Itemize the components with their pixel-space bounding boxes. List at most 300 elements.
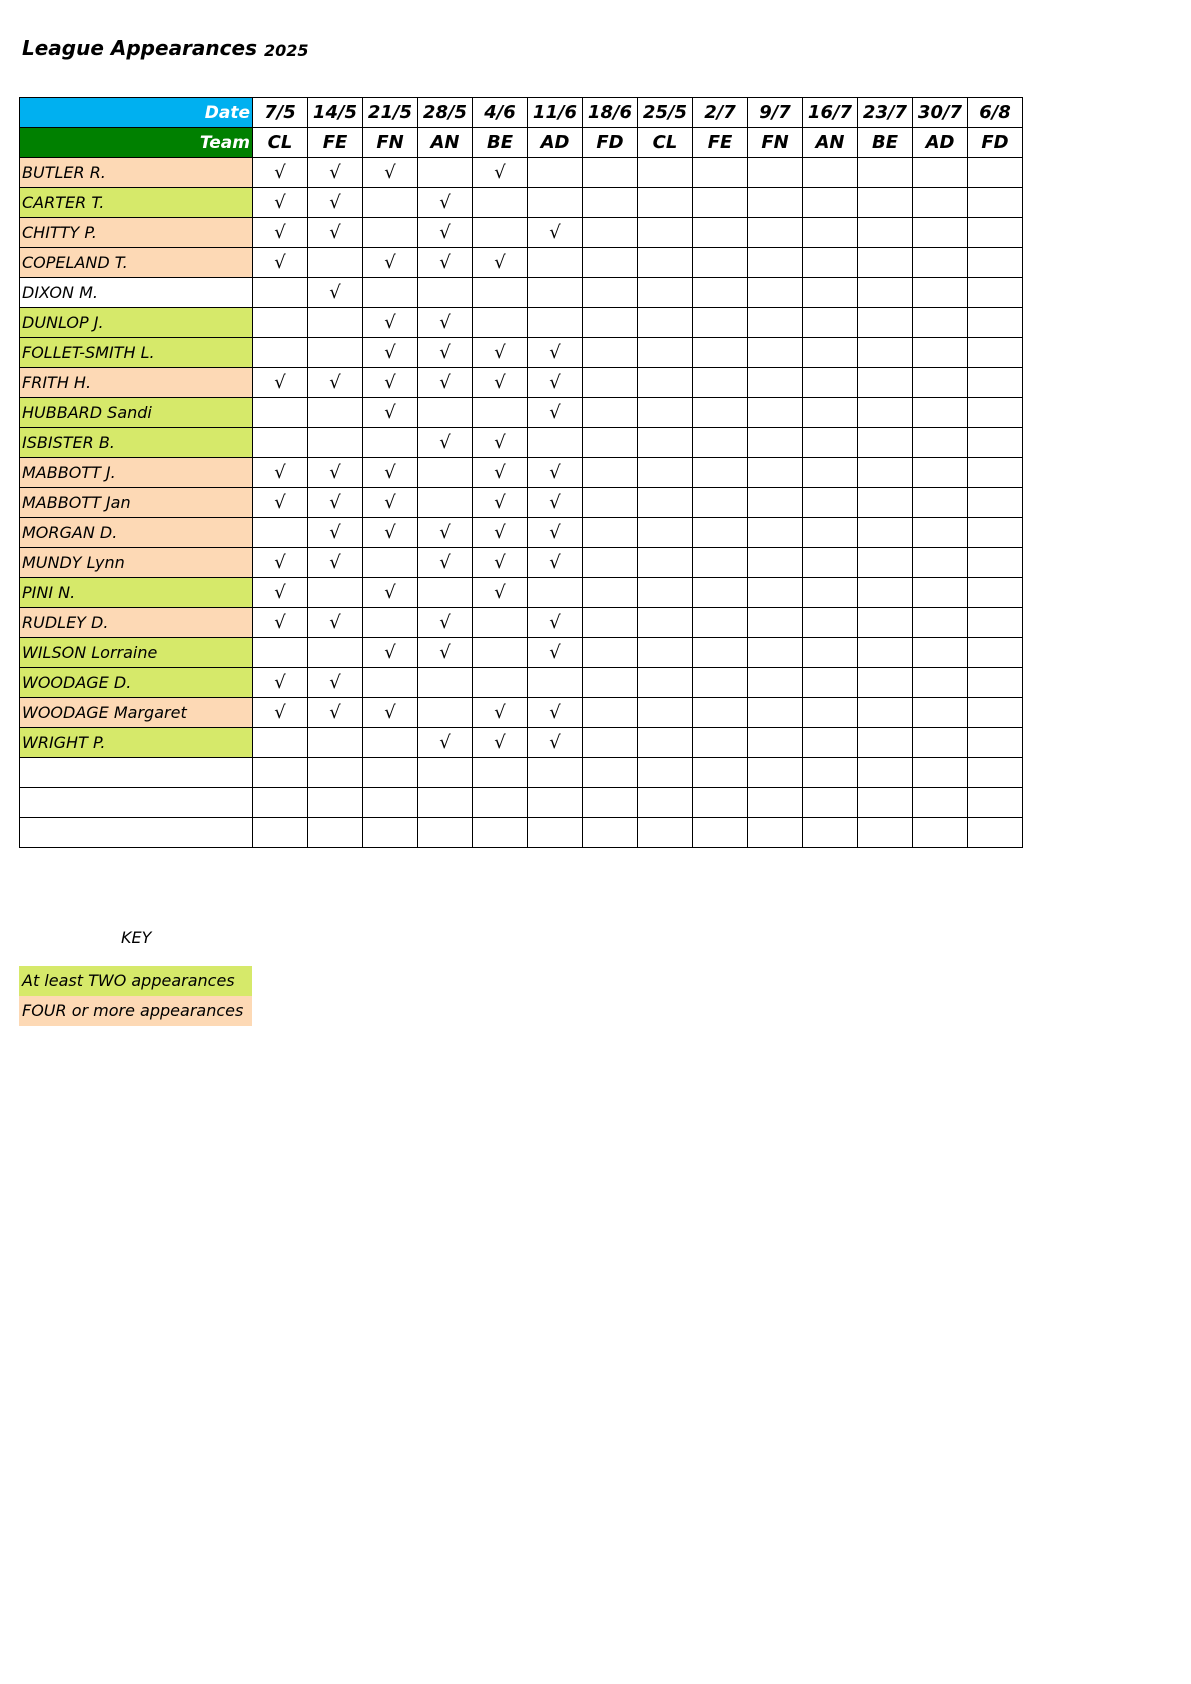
appearance-check: √ [473, 578, 528, 608]
empty-cell [583, 338, 638, 368]
empty-cell [473, 608, 528, 638]
player-name: ISBISTER B. [20, 428, 253, 458]
player-row [20, 518, 1023, 548]
date-header-cell: 11/6 [528, 98, 583, 128]
player-row [20, 158, 1023, 188]
appearance-check: √ [253, 548, 308, 578]
empty-cell [803, 218, 858, 248]
empty-cell [418, 758, 473, 788]
empty-cell [693, 698, 748, 728]
empty-cell [858, 248, 913, 278]
empty-cell [638, 458, 693, 488]
empty-cell [528, 758, 583, 788]
player-row [20, 668, 1023, 698]
empty-cell [748, 158, 803, 188]
empty-cell [803, 338, 858, 368]
empty-cell [968, 278, 1023, 308]
player-name: FOLLET-SMITH L. [20, 338, 253, 368]
empty-cell [858, 728, 913, 758]
empty-cell [913, 218, 968, 248]
player-name: WOODAGE Margaret [20, 698, 253, 728]
empty-cell [748, 548, 803, 578]
appearance-check: √ [363, 458, 418, 488]
player-row [20, 458, 1023, 488]
appearance-check: √ [528, 728, 583, 758]
appearance-check: √ [473, 518, 528, 548]
page-title: League Appearances [22, 36, 257, 60]
empty-cell [693, 728, 748, 758]
empty-cell [693, 788, 748, 818]
appearance-check: √ [363, 338, 418, 368]
empty-cell [968, 788, 1023, 818]
empty-cell [253, 638, 308, 668]
empty-cell [693, 188, 748, 218]
appearance-check: √ [363, 578, 418, 608]
empty-cell [528, 248, 583, 278]
empty-cell [363, 818, 418, 848]
empty-cell [363, 668, 418, 698]
empty-cell [748, 458, 803, 488]
empty-cell [858, 158, 913, 188]
player-name: WRIGHT P. [20, 728, 253, 758]
appearance-check: √ [363, 308, 418, 338]
appearance-check: √ [308, 278, 363, 308]
appearance-check: √ [363, 398, 418, 428]
date-header-cell: 7/5 [253, 98, 308, 128]
appearance-check: √ [473, 698, 528, 728]
empty-cell [968, 458, 1023, 488]
empty-cell [363, 278, 418, 308]
empty-cell [693, 248, 748, 278]
date-header-cell: 2/7 [693, 98, 748, 128]
empty-cell [803, 758, 858, 788]
empty-cell [583, 758, 638, 788]
empty-cell [473, 788, 528, 818]
empty-cell [253, 278, 308, 308]
empty-cell [913, 608, 968, 638]
empty-cell [858, 698, 913, 728]
empty-cell [803, 818, 858, 848]
empty-cell [693, 308, 748, 338]
player-name: HUBBARD Sandi [20, 398, 253, 428]
appearance-check: √ [418, 248, 473, 278]
appearance-check: √ [418, 188, 473, 218]
empty-cell [638, 668, 693, 698]
empty-cell [858, 218, 913, 248]
empty-cell [693, 548, 748, 578]
empty-cell [913, 758, 968, 788]
empty-cell [308, 308, 363, 338]
player-name: BUTLER R. [20, 158, 253, 188]
date-header-cell: 21/5 [363, 98, 418, 128]
empty-cell [968, 188, 1023, 218]
empty-cell [803, 548, 858, 578]
appearance-check: √ [253, 488, 308, 518]
player-row [20, 368, 1023, 398]
empty-cell [528, 188, 583, 218]
empty-cell [253, 788, 308, 818]
player-row [20, 338, 1023, 368]
appearance-check: √ [418, 638, 473, 668]
player-row [20, 578, 1023, 608]
key-title: KEY [121, 928, 152, 947]
empty-cell [693, 368, 748, 398]
player-row [20, 188, 1023, 218]
empty-cell [638, 398, 693, 428]
player-row [20, 218, 1023, 248]
empty-cell [913, 368, 968, 398]
empty-cell [473, 308, 528, 338]
player-name: CARTER T. [20, 188, 253, 218]
player-name [20, 788, 253, 818]
empty-cell [638, 818, 693, 848]
date-header-cell: 23/7 [858, 98, 913, 128]
empty-cell [858, 758, 913, 788]
empty-cell [968, 548, 1023, 578]
empty-cell [528, 578, 583, 608]
empty-cell [473, 758, 528, 788]
empty-cell [363, 608, 418, 638]
appearance-check: √ [363, 518, 418, 548]
appearance-check: √ [308, 488, 363, 518]
empty-cell [748, 638, 803, 668]
empty-cell [748, 758, 803, 788]
empty-cell [968, 398, 1023, 428]
appearance-check: √ [528, 488, 583, 518]
empty-cell [473, 278, 528, 308]
empty-cell [363, 218, 418, 248]
empty-cell [748, 788, 803, 818]
player-name: FRITH H. [20, 368, 253, 398]
empty-cell [858, 188, 913, 218]
empty-cell [803, 638, 858, 668]
appearance-check: √ [418, 428, 473, 458]
empty-cell [638, 368, 693, 398]
empty-cell [693, 338, 748, 368]
empty-cell [583, 548, 638, 578]
player-name: MORGAN D. [20, 518, 253, 548]
empty-cell [308, 398, 363, 428]
appearance-check: √ [308, 608, 363, 638]
empty-cell [968, 818, 1023, 848]
appearance-check: √ [418, 608, 473, 638]
empty-cell [913, 818, 968, 848]
appearance-check: √ [473, 338, 528, 368]
empty-cell [638, 428, 693, 458]
player-row [20, 248, 1023, 278]
season-year: 2025 [264, 41, 309, 60]
empty-cell [418, 788, 473, 818]
empty-cell [968, 608, 1023, 638]
empty-cell [308, 428, 363, 458]
empty-cell [583, 818, 638, 848]
empty-cell [858, 788, 913, 818]
empty-cell [583, 398, 638, 428]
empty-cell [473, 398, 528, 428]
empty-cell [748, 188, 803, 218]
appearance-check: √ [418, 368, 473, 398]
team-header-cell: AD [913, 128, 968, 158]
empty-cell [418, 278, 473, 308]
key-peach-item: FOUR or more appearances [19, 996, 252, 1026]
empty-cell [913, 488, 968, 518]
date-header-cell: 16/7 [803, 98, 858, 128]
team-header-cell: FD [968, 128, 1023, 158]
empty-cell [968, 368, 1023, 398]
empty-cell [473, 638, 528, 668]
empty-cell [363, 548, 418, 578]
empty-cell [528, 788, 583, 818]
empty-cell [968, 248, 1023, 278]
empty-cell [968, 728, 1023, 758]
date-header-cell: 6/8 [968, 98, 1023, 128]
empty-cell [638, 728, 693, 758]
empty-cell [418, 818, 473, 848]
appearance-check: √ [528, 218, 583, 248]
empty-cell [583, 518, 638, 548]
player-row [20, 398, 1023, 428]
empty-cell [693, 458, 748, 488]
appearance-check: √ [418, 548, 473, 578]
key-green-item: At least TWO appearances [19, 966, 252, 996]
player-row [20, 728, 1023, 758]
empty-cell [858, 608, 913, 638]
empty-cell [253, 728, 308, 758]
empty-cell [968, 518, 1023, 548]
empty-cell [693, 818, 748, 848]
appearance-check: √ [528, 398, 583, 428]
team-header-row [20, 128, 1023, 158]
empty-cell [748, 278, 803, 308]
empty-cell [748, 668, 803, 698]
empty-cell [803, 308, 858, 338]
empty-cell [968, 308, 1023, 338]
player-row [20, 818, 1023, 848]
empty-cell [418, 698, 473, 728]
empty-cell [693, 668, 748, 698]
appearance-check: √ [253, 578, 308, 608]
empty-cell [858, 458, 913, 488]
empty-cell [803, 458, 858, 488]
empty-cell [253, 428, 308, 458]
empty-cell [473, 668, 528, 698]
empty-cell [638, 548, 693, 578]
empty-cell [803, 518, 858, 548]
empty-cell [638, 758, 693, 788]
empty-cell [473, 218, 528, 248]
appearance-check: √ [308, 548, 363, 578]
appearance-check: √ [473, 158, 528, 188]
appearance-check: √ [473, 368, 528, 398]
appearance-check: √ [528, 338, 583, 368]
empty-cell [638, 308, 693, 338]
empty-cell [913, 548, 968, 578]
empty-cell [968, 698, 1023, 728]
date-header-cell: 18/6 [583, 98, 638, 128]
empty-cell [638, 188, 693, 218]
empty-cell [583, 248, 638, 278]
empty-cell [583, 668, 638, 698]
date-label: Date [20, 98, 253, 128]
appearance-check: √ [308, 698, 363, 728]
empty-cell [913, 278, 968, 308]
empty-cell [693, 218, 748, 248]
player-name: RUDLEY D. [20, 608, 253, 638]
empty-cell [913, 458, 968, 488]
empty-cell [748, 218, 803, 248]
empty-cell [638, 578, 693, 608]
empty-cell [473, 818, 528, 848]
empty-cell [363, 428, 418, 458]
date-header-row [20, 98, 1023, 128]
empty-cell [968, 758, 1023, 788]
empty-cell [583, 788, 638, 818]
empty-cell [913, 188, 968, 218]
appearance-check: √ [253, 368, 308, 398]
player-row [20, 548, 1023, 578]
empty-cell [913, 338, 968, 368]
empty-cell [748, 248, 803, 278]
empty-cell [913, 308, 968, 338]
empty-cell [528, 158, 583, 188]
empty-cell [693, 608, 748, 638]
player-name: WOODAGE D. [20, 668, 253, 698]
empty-cell [858, 548, 913, 578]
empty-cell [858, 668, 913, 698]
appearance-check: √ [308, 458, 363, 488]
empty-cell [968, 488, 1023, 518]
empty-cell [803, 248, 858, 278]
empty-cell [968, 428, 1023, 458]
appearance-check: √ [363, 488, 418, 518]
date-header-cell: 14/5 [308, 98, 363, 128]
empty-cell [748, 728, 803, 758]
empty-cell [803, 608, 858, 638]
appearance-check: √ [528, 548, 583, 578]
appearance-check: √ [308, 668, 363, 698]
player-name: DIXON M. [20, 278, 253, 308]
team-header-cell: FD [583, 128, 638, 158]
appearance-check: √ [473, 548, 528, 578]
empty-cell [913, 788, 968, 818]
empty-cell [693, 638, 748, 668]
player-name: DUNLOP J. [20, 308, 253, 338]
player-row [20, 488, 1023, 518]
player-name: MUNDY Lynn [20, 548, 253, 578]
empty-cell [583, 368, 638, 398]
player-row [20, 308, 1023, 338]
empty-cell [913, 158, 968, 188]
empty-cell [803, 188, 858, 218]
empty-cell [583, 578, 638, 608]
player-row [20, 758, 1023, 788]
empty-cell [418, 158, 473, 188]
appearance-check: √ [418, 728, 473, 758]
empty-cell [363, 188, 418, 218]
empty-cell [638, 218, 693, 248]
appearance-check: √ [308, 368, 363, 398]
empty-cell [693, 758, 748, 788]
team-header-cell: CL [253, 128, 308, 158]
date-header-cell: 28/5 [418, 98, 473, 128]
empty-cell [253, 338, 308, 368]
appearance-check: √ [308, 158, 363, 188]
empty-cell [583, 728, 638, 758]
appearance-check: √ [473, 458, 528, 488]
empty-cell [748, 818, 803, 848]
empty-cell [913, 728, 968, 758]
empty-cell [803, 278, 858, 308]
empty-cell [693, 398, 748, 428]
team-header-cell: BE [473, 128, 528, 158]
team-label: Team [20, 128, 253, 158]
empty-cell [858, 638, 913, 668]
empty-cell [803, 428, 858, 458]
empty-cell [308, 248, 363, 278]
empty-cell [693, 428, 748, 458]
appearance-check: √ [418, 338, 473, 368]
empty-cell [968, 218, 1023, 248]
empty-cell [638, 518, 693, 548]
appearance-check: √ [253, 458, 308, 488]
empty-cell [583, 638, 638, 668]
player-row [20, 428, 1023, 458]
empty-cell [638, 278, 693, 308]
empty-cell [858, 428, 913, 458]
empty-cell [253, 758, 308, 788]
empty-cell [693, 158, 748, 188]
empty-cell [968, 638, 1023, 668]
appearance-check: √ [253, 608, 308, 638]
player-name [20, 818, 253, 848]
player-row [20, 788, 1023, 818]
empty-cell [363, 788, 418, 818]
empty-cell [913, 578, 968, 608]
player-name: PINI N. [20, 578, 253, 608]
team-header-cell: FE [308, 128, 363, 158]
empty-cell [253, 818, 308, 848]
empty-cell [803, 158, 858, 188]
empty-cell [803, 368, 858, 398]
empty-cell [913, 428, 968, 458]
empty-cell [693, 278, 748, 308]
empty-cell [913, 668, 968, 698]
appearance-check: √ [528, 638, 583, 668]
empty-cell [968, 578, 1023, 608]
empty-cell [858, 338, 913, 368]
empty-cell [858, 488, 913, 518]
date-header-cell: 9/7 [748, 98, 803, 128]
empty-cell [308, 758, 363, 788]
appearance-check: √ [528, 368, 583, 398]
empty-cell [913, 638, 968, 668]
empty-cell [748, 608, 803, 638]
appearance-check: √ [473, 488, 528, 518]
appearance-check: √ [363, 368, 418, 398]
empty-cell [803, 398, 858, 428]
empty-cell [308, 338, 363, 368]
date-header-cell: 25/5 [638, 98, 693, 128]
appearance-check: √ [253, 218, 308, 248]
empty-cell [418, 578, 473, 608]
empty-cell [528, 668, 583, 698]
empty-cell [748, 698, 803, 728]
empty-cell [858, 278, 913, 308]
appearance-check: √ [528, 608, 583, 638]
team-header-cell: AN [803, 128, 858, 158]
empty-cell [858, 368, 913, 398]
player-name: WILSON Lorraine [20, 638, 253, 668]
